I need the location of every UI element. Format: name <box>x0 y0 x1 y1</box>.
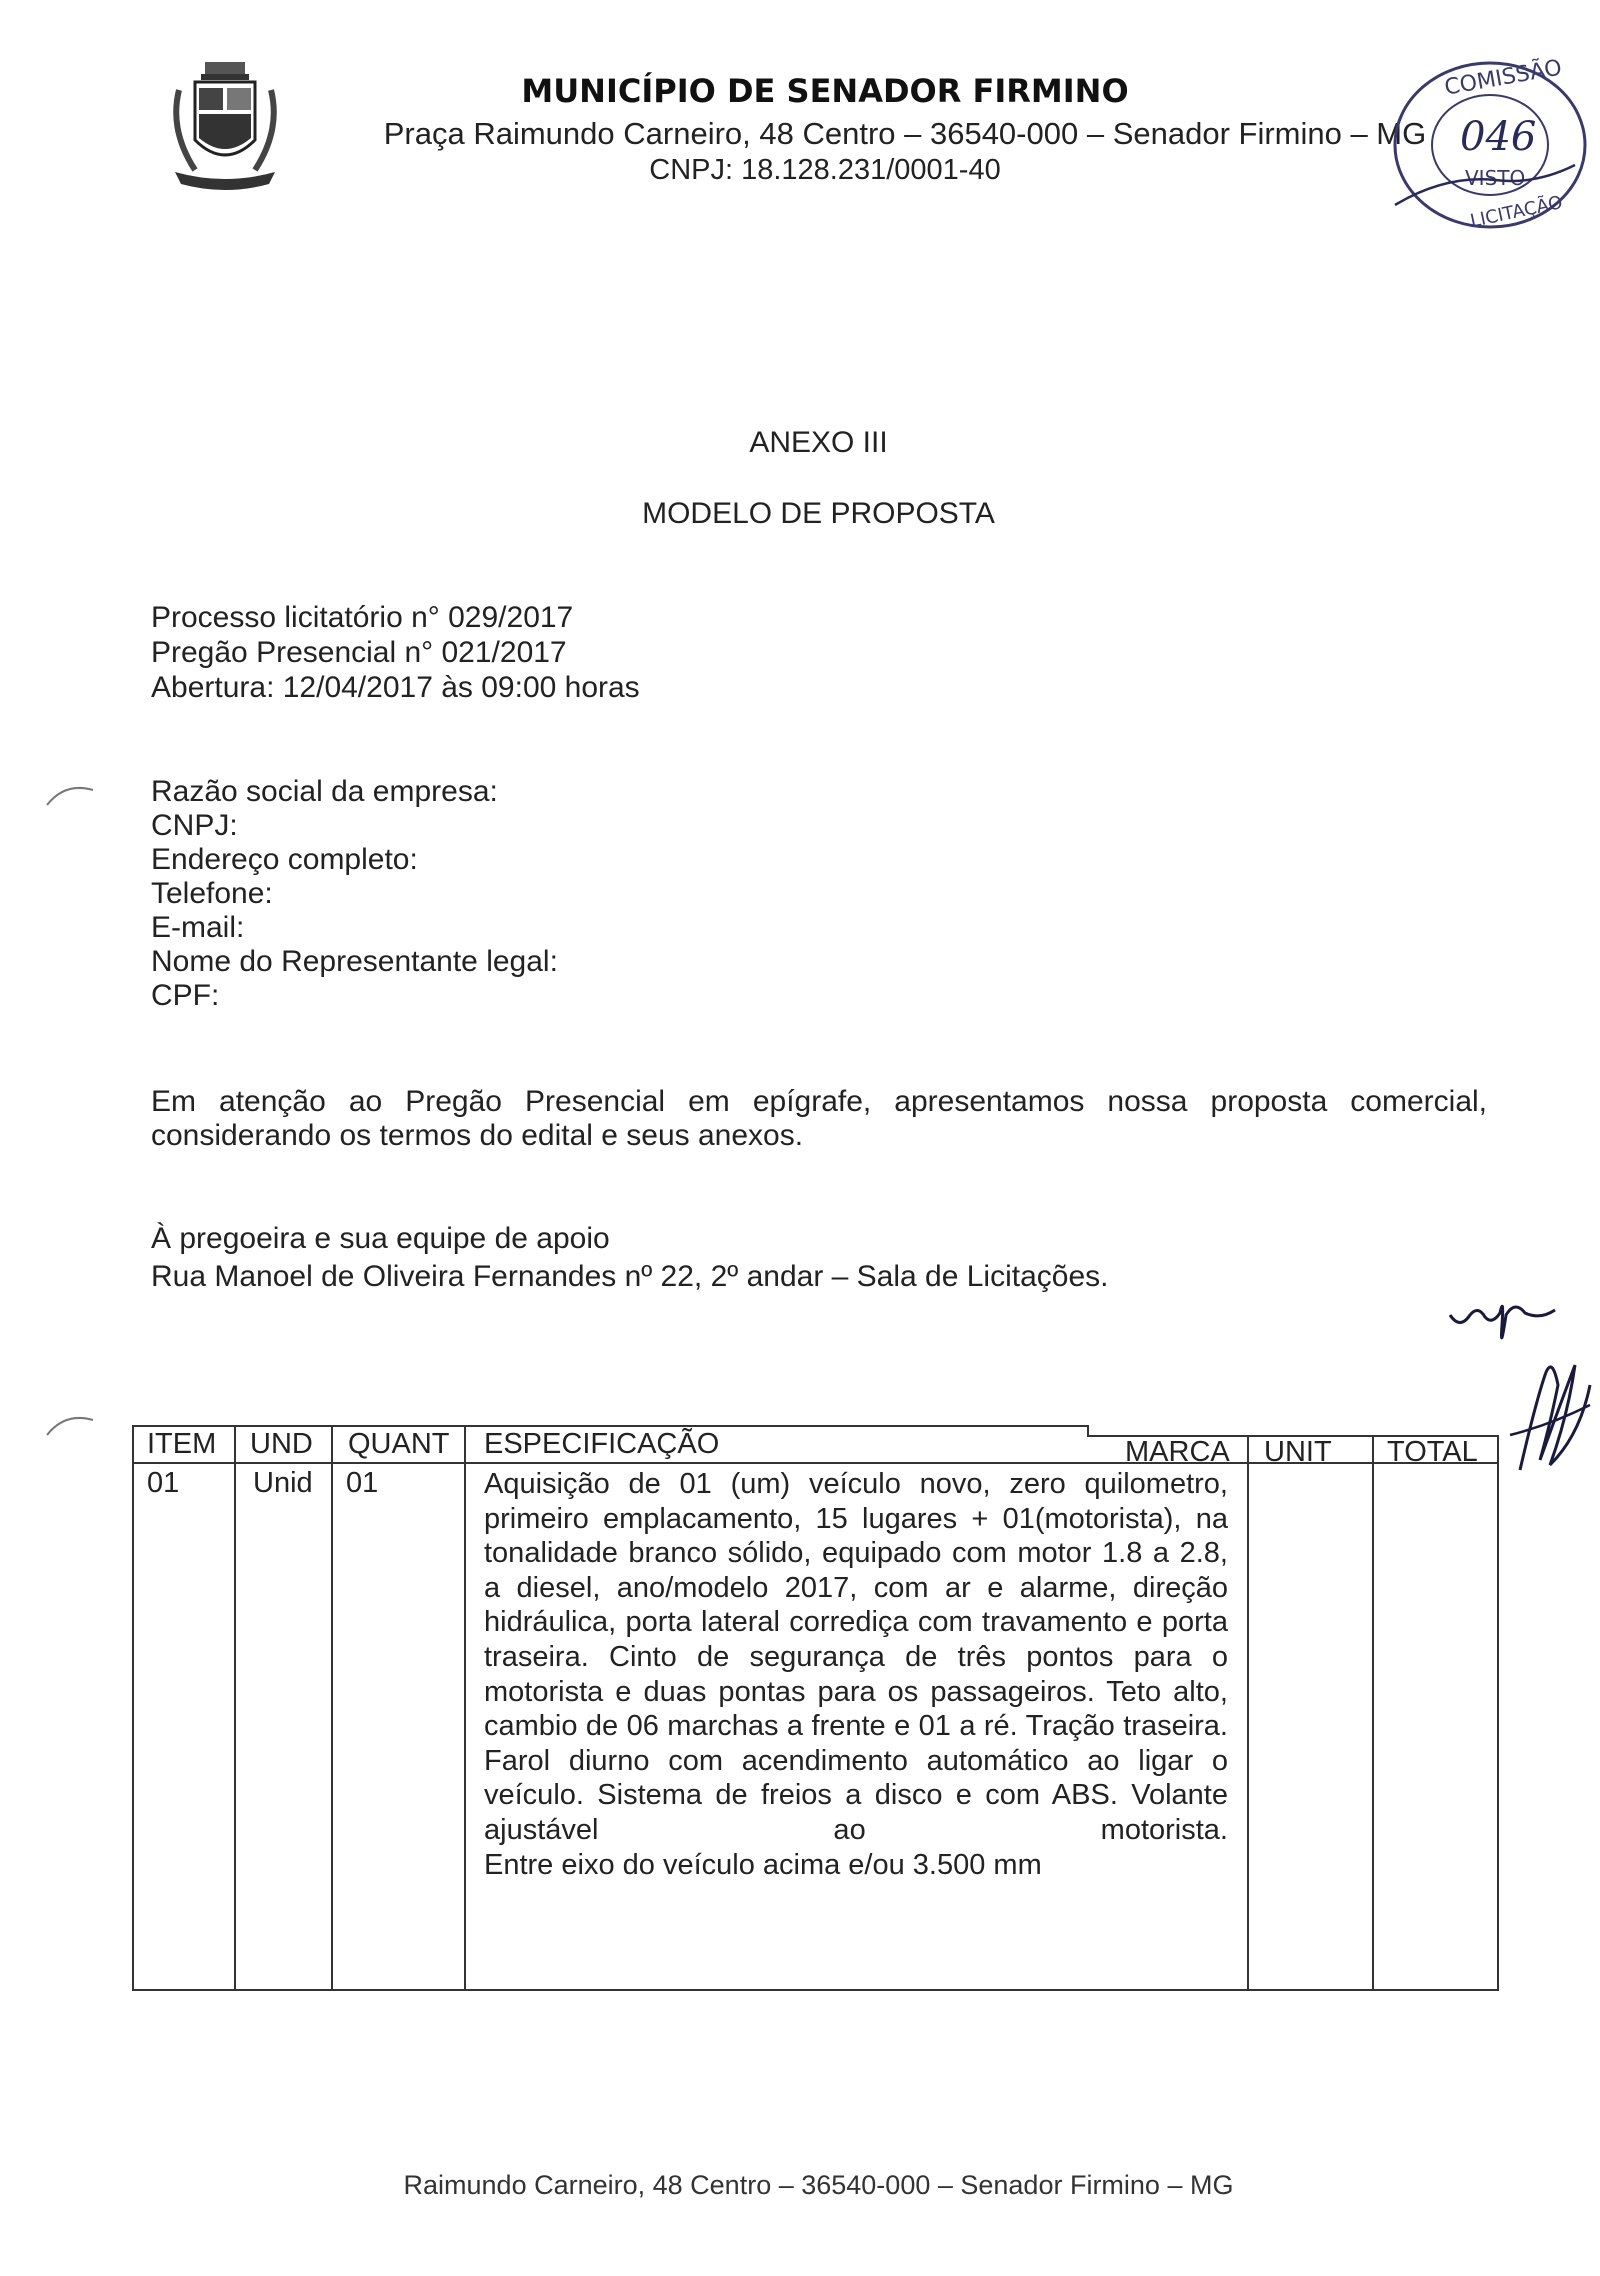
row-specification-main: Aquisição de 01 (um) veículo novo, zero quilometro, primeiro emplacamento, 15 lugares + 01(motorista), na tonalidade branco sólido, equipado com motor 1.8 a 2.8, a diesel, ano/modelo 2017, com ar e alarme, direção hidráulica, porta lateral corrediça com travamento e porta traseira. Cinto de segurança de três pontos para o motorista e duas pontas para os passageiros. Teto alto, cambio de 06 marchas a frente e 01 a ré. Tração traseira. Farol diurno com acendimento automático ao ligar o veículo. Sistema de freios a disco e com ABS. Volante ajustável ao motorista. <box>484 1468 1228 1846</box>
annex-title: ANEXO III <box>749 426 888 459</box>
table-left-border <box>132 1425 134 1991</box>
svg-text:COMISSÃO: COMISSÃO <box>1442 55 1564 101</box>
municipality-cnpj: CNPJ: 18.128.231/0001-40 <box>649 154 1001 186</box>
company-cnpj-field: CNPJ: <box>151 809 238 842</box>
row-item: 01 <box>147 1467 180 1499</box>
items-table <box>132 1425 1499 1991</box>
company-email-field: E-mail: <box>151 911 245 944</box>
header-und: UND <box>250 1428 313 1460</box>
svg-text:046: 046 <box>1460 114 1537 160</box>
scan-mark <box>45 1410 95 1440</box>
recipient-line-1: À pregoeira e sua equipe de apoio <box>151 1222 610 1255</box>
company-name-field: Razão social da empresa: <box>151 775 498 808</box>
municipality-address: Praça Raimundo Carneiro, 48 Centro – 36540-000 – Senador Firmino – MG <box>383 116 1427 151</box>
commission-stamp <box>1375 55 1590 240</box>
representative-field: Nome do Representante legal: <box>151 945 558 978</box>
row-und: Unid <box>253 1467 313 1499</box>
row-specification-last-line: Entre eixo do veículo acima e/ou 3.500 mm <box>484 1848 1042 1881</box>
col-divider-quant <box>464 1425 466 1991</box>
process-number: Processo licitatório n° 029/2017 <box>151 601 574 634</box>
col-divider-und <box>331 1425 333 1991</box>
row-specification <box>484 1467 1228 1882</box>
recipient-line-2: Rua Manoel de Oliveira Fernandes nº 22, 2º andar – Sala de Licitações. <box>151 1260 1109 1293</box>
header-spec: ESPECIFICAÇÃO <box>484 1428 720 1460</box>
header-quant: QUANT <box>348 1428 450 1460</box>
row-quant: 01 <box>346 1467 379 1499</box>
header-total: TOTAL <box>1387 1436 1478 1468</box>
cpf-field: CPF: <box>151 979 220 1012</box>
pregao-number: Pregão Presencial n° 021/2017 <box>151 636 567 669</box>
table-bottom-border <box>132 1989 1499 1991</box>
svg-text:LICITAÇÃO: LICITAÇÃO <box>1468 192 1565 233</box>
company-address-field: Endereço completo: <box>151 843 418 876</box>
table-right-border <box>1497 1435 1499 1991</box>
municipal-crest-logo <box>165 60 285 200</box>
municipality-name: MUNICÍPIO DE SENADOR FIRMINO <box>521 72 1129 110</box>
table-top-border-left <box>132 1425 1087 1427</box>
company-phone-field: Telefone: <box>151 877 273 910</box>
page-footer: Raimundo Carneiro, 48 Centro – 36540-000 – Senador Firmino – MG <box>403 2170 1234 2200</box>
col-divider-item <box>234 1425 236 1991</box>
svg-text:VISTO: VISTO <box>1465 166 1526 190</box>
header-unit: UNIT <box>1264 1436 1332 1468</box>
model-title: MODELO DE PROPOSTA <box>642 497 995 530</box>
intro-paragraph: Em atenção ao Pregão Presencial em epígrafe, apresentamos nossa proposta comercial, considerando os termos do edital e seus anexos. <box>151 1085 1487 1152</box>
header-marca: MARCA <box>1125 1436 1230 1468</box>
col-divider-spec <box>1247 1435 1249 1991</box>
header-item: ITEM <box>147 1428 217 1460</box>
table-header-notch <box>1087 1425 1089 1437</box>
col-divider-marca <box>1372 1435 1374 1991</box>
opening-date: Abertura: 12/04/2017 às 09:00 horas <box>151 671 640 704</box>
scan-mark <box>45 780 95 810</box>
